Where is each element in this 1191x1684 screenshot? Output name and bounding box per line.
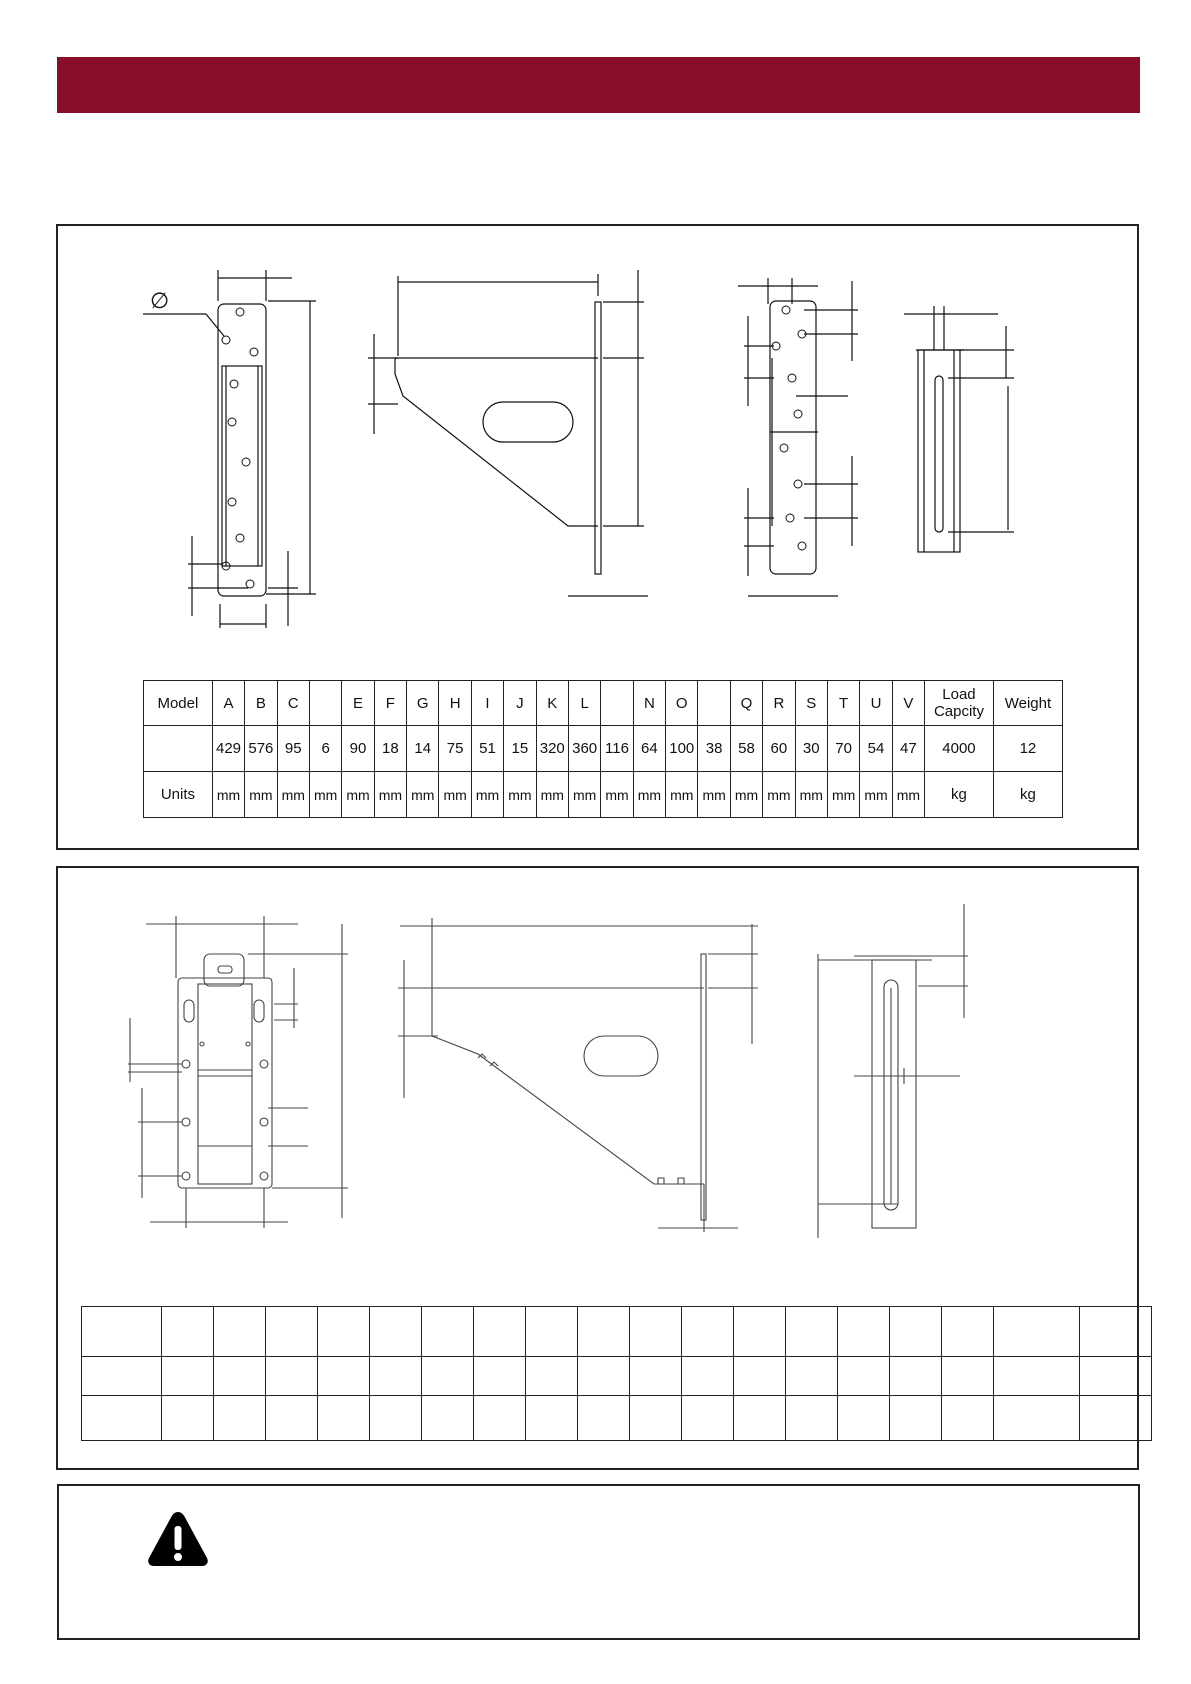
table-cell: B [245,681,277,726]
table-cell: A [212,681,244,726]
table-cell: mm [763,772,795,818]
table-cell: 4000 [925,726,994,772]
table-cell: 320 [536,726,568,772]
table-cell: mm [827,772,859,818]
table-cell: kg [993,772,1062,818]
rear-view [738,278,858,596]
table-cell: L [568,681,600,726]
side-view [368,270,648,596]
table-cell: S [795,681,827,726]
table-cell [309,681,341,726]
table-cell: E [342,681,374,726]
spec-table-empty [81,1306,1152,1441]
table-cell: mm [471,772,503,818]
table-cell: mm [892,772,924,818]
table-cell: V [892,681,924,726]
table-cell: F [374,681,406,726]
table-cell: 70 [827,726,859,772]
table-cell: 15 [504,726,536,772]
table-cell: Q [730,681,762,726]
warning-notice-panel [57,1484,1140,1640]
table-cell: 429 [212,726,244,772]
table-cell: 95 [277,726,309,772]
table-cell: mm [504,772,536,818]
table-cell: I [471,681,503,726]
table-cell: mm [730,772,762,818]
table-cell: 47 [892,726,924,772]
table-cell: 64 [633,726,665,772]
table-cell: kg [925,772,994,818]
table-cell: H [439,681,471,726]
table-cell: O [666,681,698,726]
table-cell: T [827,681,859,726]
table-cell: 360 [568,726,600,772]
table-cell: R [763,681,795,726]
side-view [398,918,758,1232]
table-value-row [144,726,1063,772]
header-banner [57,57,1140,113]
table-row [82,1357,1152,1396]
channel-view [818,904,968,1238]
front-view [143,270,316,628]
table-cell: Load Capcity [925,681,994,726]
table-cell: mm [568,772,600,818]
table-cell: mm [698,772,730,818]
table-cell: mm [342,772,374,818]
table-row [82,1396,1152,1441]
table-cell: 90 [342,726,374,772]
table-cell: mm [277,772,309,818]
table-cell: 116 [601,726,633,772]
table-cell: 75 [439,726,471,772]
drawing-panel-2 [56,866,1139,1470]
table-cell: N [633,681,665,726]
table-cell: mm [245,772,277,818]
table-cell: 58 [730,726,762,772]
table-cell [698,681,730,726]
table-cell: 60 [763,726,795,772]
table-cell: 30 [795,726,827,772]
table-cell: mm [374,772,406,818]
table-cell: 100 [666,726,698,772]
channel-view [904,306,1014,552]
table-header-row [144,681,1063,726]
table-cell: mm [439,772,471,818]
table-cell: C [277,681,309,726]
table-cell: mm [212,772,244,818]
drawing-panel-1 [56,224,1139,850]
spec-table [143,680,1063,818]
table-cell: 54 [860,726,892,772]
table-cell: 12 [993,726,1062,772]
table-cell: mm [795,772,827,818]
table-cell: mm [666,772,698,818]
table-cell: J [504,681,536,726]
table-row [82,1307,1152,1357]
table-units-row [144,772,1063,818]
table-cell: mm [601,772,633,818]
warning-icon [145,1508,211,1570]
table-cell: 38 [698,726,730,772]
table-cell: K [536,681,568,726]
table-cell: Model [144,681,213,726]
table-cell: 576 [245,726,277,772]
table-cell [144,726,213,772]
table-cell: 51 [471,726,503,772]
table-cell: U [860,681,892,726]
diameter-symbol: ∅ [150,289,170,314]
table-cell: 18 [374,726,406,772]
table-cell: Weight [993,681,1062,726]
table-cell: Units [144,772,213,818]
table-cell: mm [633,772,665,818]
table-cell: mm [536,772,568,818]
table-cell: mm [407,772,439,818]
front-view [128,916,348,1228]
table-cell: mm [860,772,892,818]
table-cell: G [407,681,439,726]
table-cell [601,681,633,726]
table-cell: 6 [309,726,341,772]
table-cell: mm [309,772,341,818]
table-cell: 14 [407,726,439,772]
